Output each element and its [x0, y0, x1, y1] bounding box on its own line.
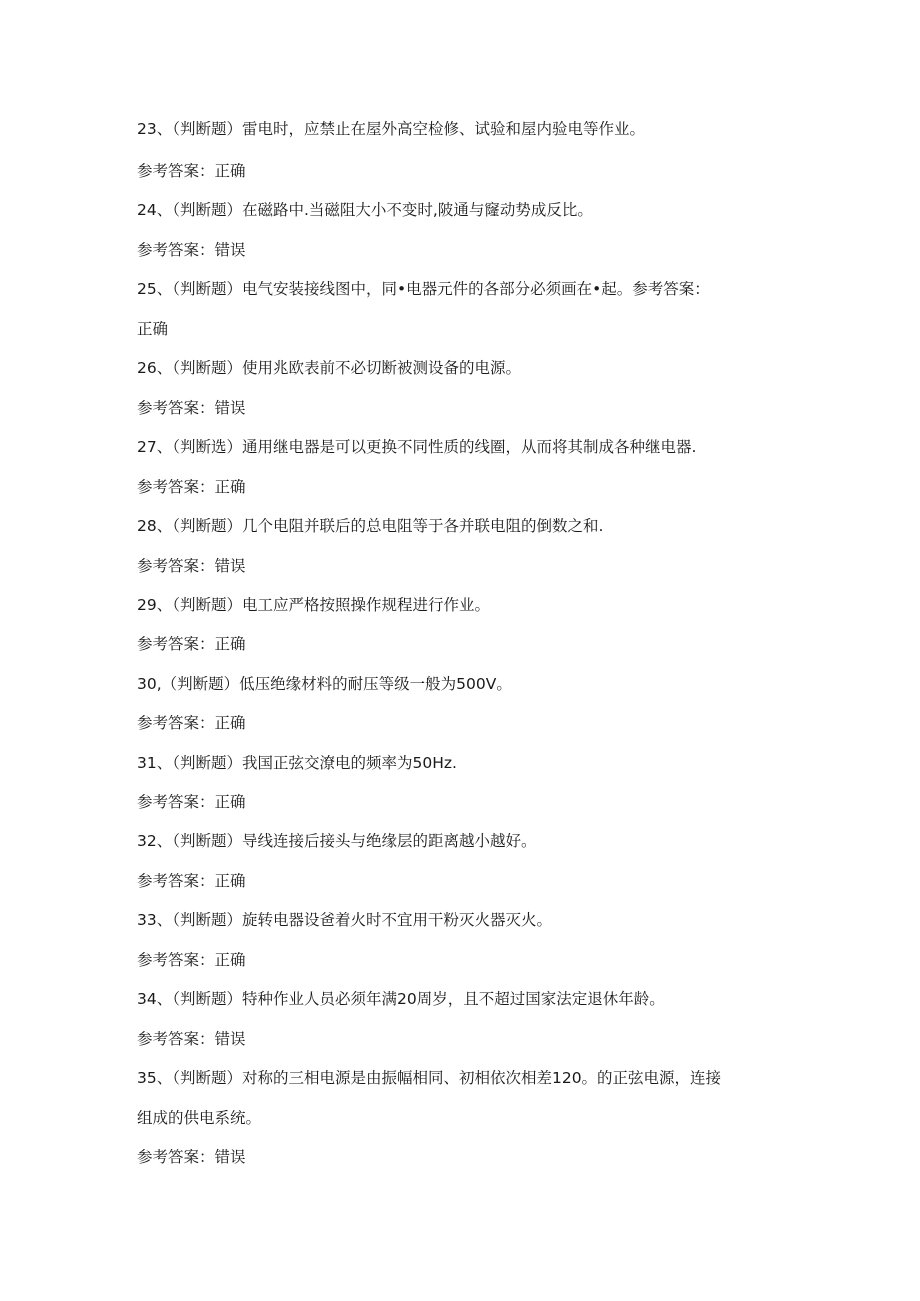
answer-30: 参考答案：正确 — [137, 714, 246, 732]
question-30: 30,（判断题）低压绝缘材料的耐压等级一般为500V。 — [137, 675, 512, 693]
question-33: 33、（判断题）旋转电器设爸着火时不宜用干粉灭火器灭火。 — [137, 911, 552, 929]
answer-32: 参考答案：正确 — [137, 872, 246, 890]
question-26: 26、（判断题）使用兆欧表前不必切断被测设备的电源。 — [137, 359, 521, 377]
answer-34: 参考答案：错误 — [137, 1030, 246, 1048]
answer-29: 参考答案：正确 — [137, 635, 246, 653]
answer-23: 参考答案：正确 — [137, 162, 246, 180]
answer-31: 参考答案：正确 — [137, 793, 246, 811]
answer-28: 参考答案：错误 — [137, 557, 246, 575]
question-31: 31、（判断题）我国正弦交潦电的频率为50Hz. — [137, 754, 457, 772]
question-28: 28、（判断题）几个电阻并联后的总电阻等于各并联电阻的倒数之和. — [137, 517, 604, 535]
answer-27: 参考答案：正确 — [137, 478, 246, 496]
question-23: 23、（判断题）雷电时，应禁止在屋外高空检修、试验和屋内验电等作业。 — [137, 120, 645, 138]
question-25: 25、（判断题）电气安装接线图中，同•电器元件的各部分必须画在•起。参考答案： — [137, 280, 710, 298]
question-35: 35、（判断题）对称的三相电源是由振幅相同、初相依次相差120。的正弦电源，连接 — [137, 1069, 722, 1087]
question-35-continued: 组成的供电系统。 — [137, 1109, 262, 1127]
answer-26: 参考答案：错误 — [137, 399, 246, 417]
question-24: 24、（判断题）在磁路中.当磁阻大小不变时,陂通与窿动势成反比。 — [137, 201, 593, 219]
answer-35: 参考答案：错误 — [137, 1148, 246, 1166]
question-29: 29、（判断题）电工应严格按照操作规程进行作业。 — [137, 596, 490, 614]
question-34: 34、（判断题）特种作业人员必须年满20周岁，且不超过国家法定退休年龄。 — [137, 990, 665, 1008]
answer-25: 正确 — [137, 320, 169, 338]
question-27: 27、（判断选）通用继电器是可以更换不同性质的线圈，从而将其制成各种继电器. — [137, 438, 697, 456]
answer-24: 参考答案：错误 — [137, 241, 246, 259]
question-32: 32、（判断题）导线连接后接头与绝缘层的距离越小越好。 — [137, 832, 537, 850]
answer-33: 参考答案：正确 — [137, 951, 246, 969]
